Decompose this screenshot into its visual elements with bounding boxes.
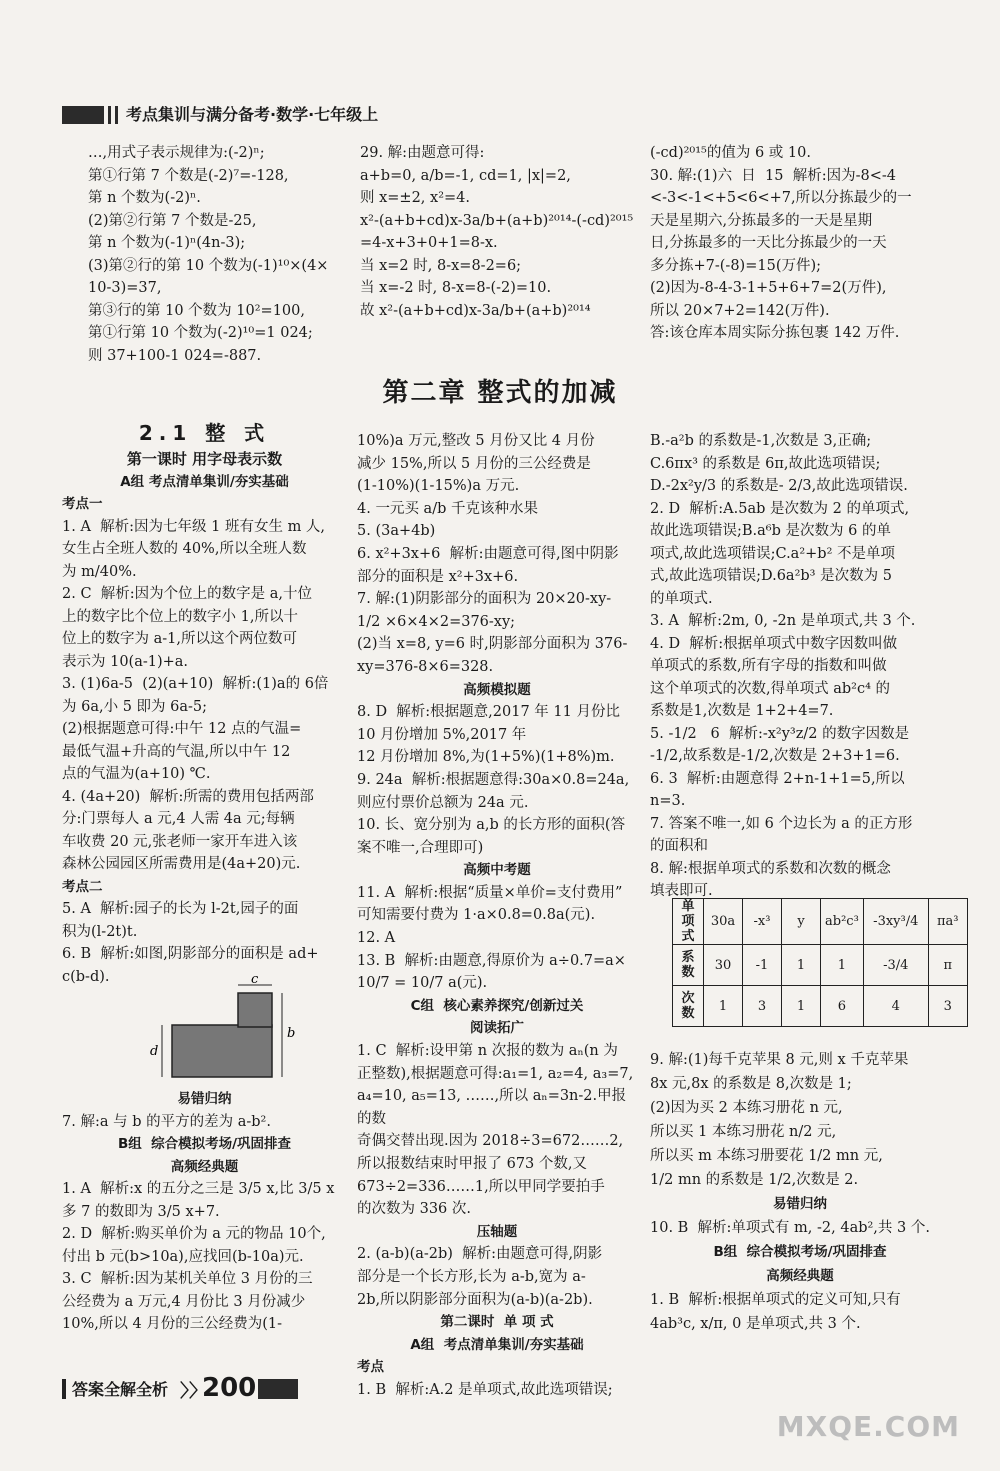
text-line: 压轴题 (476, 1223, 518, 1240)
text-line: 30. 解:(1)六 日 15 解析:因为-8<-4 (650, 167, 896, 184)
text-line: 部分的面积是 x²+3x+6. (357, 568, 519, 585)
text-line: 易错归纳 (773, 1196, 827, 1212)
text-line: 所以 20×7+2=142(万件). (650, 302, 830, 319)
text-line: =4-x+3+0+1=8-x. (360, 235, 498, 251)
text-line: 当 x=-2 时, 8-x=8-(-2)=10. (360, 280, 552, 296)
text-line: C组 核心素养探究/创新过关 (410, 997, 584, 1014)
table-cell: 3 (928, 986, 967, 1027)
text-line: n=3. (650, 793, 686, 809)
left-answers-b (62, 1088, 347, 1336)
text-line: 式,故此选项错误;D.6a²b³ 是次数为 5 (650, 568, 892, 584)
text-line: 则应付票价总额为 24a 元. (357, 794, 529, 811)
text-line: B组 综合模拟考场/巩固排查 (117, 1136, 292, 1152)
table-cell: ab²c³ (821, 899, 864, 945)
text-line: 系数是1,次数是 1+2+4=7. (650, 703, 834, 719)
text-line: 第①行第 7 个数是(-2)⁷=-128, (88, 167, 289, 184)
text-line: 第③行的第 10 个数为 10²=100, (88, 302, 305, 319)
text-line: 1. A 解析:因为七年级 1 班有女生 m 人, (62, 518, 326, 535)
text-line: 高频模拟题 (463, 681, 531, 698)
text-line: 表示为 10(a-1)+a. (62, 653, 189, 670)
text-line: (2)根据题意可得:中午 12 点的气温= (62, 721, 302, 737)
text-line: 位上的数字为 a-1,所以这个两位数可 (62, 631, 297, 647)
text-line: 的次数为 336 次. (357, 1201, 472, 1218)
table-cell: 1 (782, 986, 821, 1027)
text-line: 10. B 解析:单项式有 m, -2, 4ab²,共 3 个. (650, 1220, 930, 1236)
text-line: xy=376-8×6=328. (357, 658, 494, 675)
text-line: 高频中考题 (463, 862, 531, 879)
text-line: (2)第②行第 7 个数是-25, (88, 212, 257, 229)
text-line: a₄=10, a₅=13, ……,所以 aₙ=3n-2.甲报的数 (357, 1088, 627, 1127)
text-line: 9. 24a 解析:根据题意得:30a×0.8=24a, (357, 771, 630, 788)
text-line: 1/2 mn 的系数是 1/2,次数是 2. (650, 1172, 859, 1188)
text-line: 673÷2=336……1,所以甲同学要拍手 (357, 1178, 605, 1195)
table-cell: -3xy³/4 (863, 899, 928, 945)
table-cell: 4 (863, 986, 928, 1027)
text-line: <-3<-1<+5<6<+7,所以分拣最少的一 (650, 190, 912, 206)
text-line: 3. A 解析:2m, 0, -2n 是单项式,共 3 个. (650, 613, 916, 629)
header-title: 考点集训与满分备考·数学·七年级上 (126, 105, 379, 124)
watermark: MXQE.COM (776, 1410, 960, 1443)
text-line: 第二课时 单 项 式 (440, 1314, 554, 1331)
table-cell: 1 (782, 945, 821, 986)
table-cell: -1 (743, 945, 782, 986)
text-line: 10. 长、宽分别为 a,b 的长方形的面积(答 (357, 817, 626, 834)
table-row-header: 系数 (673, 945, 704, 986)
text-line: 7. 答案不唯一,如 6 个边长为 a 的正方形 (650, 815, 913, 832)
text-line: 则 x=±2, x²=4. (360, 190, 471, 206)
text-line: 分:门票每人 a 元,4 人需 4a 元;每辆 (62, 811, 295, 827)
table-cell: 6 (821, 986, 864, 1027)
text-line: 3. (1)6a-5 (2)(a+10) 解析:(1)a的 6倍 (62, 676, 329, 692)
left-answers (62, 493, 347, 988)
text-line: 为 m/40%. (62, 563, 137, 580)
text-line: 第①行第 10 个数为(-2)¹⁰=1 024; (88, 325, 313, 341)
text-line: 2b,所以阴影部分面积为(a-b)(a-2b). (357, 1291, 593, 1308)
text-line: 1/2 ×6×4×2=376-xy; (357, 613, 516, 630)
section-title: 2.1 整 式 (138, 421, 271, 445)
table-cell: -x³ (743, 899, 782, 945)
top-column-1 (88, 142, 348, 367)
text-line: 考点 (357, 1359, 384, 1376)
text-line: 10%,所以 4 月份的三公经费为(1- (62, 1316, 283, 1332)
text-line: 12. A (357, 930, 396, 947)
text-line: 10/7 = 10/7 a(元). (357, 975, 488, 992)
text-line: 11. A 解析:根据“质量×单价=支付费用” (357, 884, 623, 901)
text-line: 付出 b 元(b>10a),应找回(b-10a)元. (62, 1248, 304, 1265)
text-line: 10 月份增加 5%,2017 年 (357, 726, 527, 743)
text-line: 故 x²-(a+b+cd)x-3a/b+(a+b)²⁰¹⁴ (360, 302, 591, 319)
text-line: 填表即可. (650, 883, 713, 899)
chapter-title: 第二章 整式的加减 (382, 378, 618, 408)
text-line: 第 n 个数为(-2)ⁿ. (88, 190, 201, 206)
header-block (62, 106, 104, 124)
footer-bar (62, 1379, 66, 1399)
text-line: 10-3)=37, (88, 280, 162, 296)
text-line: 公经费为 a 万元,4 月份比 3 月份减少 (62, 1293, 306, 1310)
text-line: -1/2,故系数是-1/2,次数是 2+3+1=6. (650, 748, 900, 764)
text-line: 6. B 解析:如图,阴影部分的面积是 ad+ (62, 946, 319, 962)
text-line: 天是星期六,分拣最多的一天是星期 (650, 212, 873, 229)
text-line: 森林公园园区所需费用是(4a+20)元. (62, 856, 301, 872)
text-line: 案不唯一,合理即可) (357, 839, 484, 856)
figure-label-d: d (150, 1044, 159, 1059)
text-line: 8x 元,8x 的系数是 8,次数是 1; (650, 1076, 852, 1092)
text-line: 的面积和 (650, 838, 708, 854)
text-line: 12 月份增加 8%,为(1+5%)(1+8%)m. (357, 749, 615, 766)
coefficient-table (672, 898, 968, 1027)
text-line: 可知需要付费为 1·a×0.8=0.8a(元). (357, 907, 596, 924)
text-line: 6. 3 解析:由题意得 2+n-1+1=5,所以 (650, 770, 905, 787)
text-line: B组 综合模拟考场/巩固排查 (713, 1244, 887, 1260)
table-cell: 3 (743, 986, 782, 1027)
text-line: 1. C 解析:设甲第 n 次报的数为 aₙ(n 为 (357, 1043, 618, 1060)
text-line: 所以报数结束时甲报了 673 个数,又 (357, 1156, 588, 1172)
table-cell: 1 (704, 986, 743, 1027)
footer-label: 答案全解全析 (72, 1380, 169, 1399)
text-line: 第 n 个数为(-1)ⁿ(4n-3); (88, 235, 246, 251)
text-line: 积为(l-2t)t. (62, 923, 138, 940)
text-line: 7. 解:(1)阴影部分的面积为 20×20-xy- (357, 591, 612, 608)
figure-label-c: c (251, 975, 259, 987)
text-line: 单项式的系数,所有字母的指数和叫做 (650, 658, 887, 674)
text-line: 考点一 (62, 496, 103, 512)
text-line: D.-2x²y/3 的系数是- 2/3,故此选项错误. (650, 478, 908, 494)
text-line: 8. 解:根据单项式的系数和次数的概念 (650, 860, 891, 877)
text-line: 奇偶交替出现.因为 2018÷3=672……2, (357, 1133, 624, 1150)
text-line: 9. 解:(1)每千克苹果 8 元,则 x 千克苹果 (650, 1052, 909, 1068)
text-line: B.-a²b 的系数是-1,次数是 3,正确; (650, 433, 872, 449)
text-line: 点的气温为(a+10) ℃. (62, 766, 211, 782)
text-line: 4. D 解析:根据单项式中数字因数叫做 (650, 635, 898, 652)
text-line: (1-10%)(1-15%)a 万元. (357, 478, 520, 495)
text-line: 2. C 解析:因为个位上的数字是 a,十位 (62, 586, 313, 602)
text-line: 的单项式. (650, 590, 713, 607)
text-line: 答:该仓库本周实际分拣包裹 142 万件. (650, 325, 900, 341)
text-line: 项式,故此选项错误;C.a²+b² 不是单项 (650, 545, 895, 562)
page-number: 200 (202, 1373, 257, 1403)
text-line: (2)当 x=8, y=6 时,阴影部分面积为 376- (357, 636, 628, 653)
top-column-2 (360, 142, 635, 322)
text-line: 高频经典题 (170, 1158, 239, 1175)
shaded-figure (150, 975, 300, 1085)
text-line: 最低气温+升高的气温,所以中午 12 (62, 743, 291, 760)
text-line: 5. (3a+4b) (357, 523, 436, 540)
text-line: 1. A 解析:x 的五分之三是 3/5 x,比 3/5 x (62, 1181, 335, 1197)
page-header (62, 104, 942, 126)
text-line: 所以买 1 本练习册花 n/2 元, (650, 1124, 837, 1140)
text-line: 日,分拣最多的一天比分拣最少的一天 (650, 235, 887, 251)
footer-arrow: 〉〉 (180, 1381, 207, 1402)
text-line: (2)因为买 2 本练习册花 n 元, (650, 1100, 843, 1116)
text-line: 所以买 m 本练习册要花 1/2 mn 元, (650, 1148, 883, 1164)
text-line: 正整数),根据题意可得:a₁=1, a₂=4, a₃=7, (357, 1065, 634, 1082)
text-line: 阅读拓广 (470, 1020, 524, 1037)
figure-label-b: b (287, 1026, 296, 1041)
text-line: 5. A 解析:园子的长为 l-2t,园子的面 (62, 901, 299, 917)
table-cell: y (782, 899, 821, 945)
right-column-b (650, 1048, 950, 1336)
table-row (673, 986, 968, 1027)
table-row (673, 899, 968, 945)
text-line: 为 6a,小 5 即为 6a-5; (62, 698, 208, 715)
text-line: 考点二 (62, 878, 103, 895)
text-line: 2. D 解析:A.5ab 是次数为 2 的单项式, (650, 500, 910, 517)
text-line: A组 考点清单集训/夯实基础 (410, 1336, 584, 1353)
text-line: 易错归纳 (177, 1091, 232, 1107)
text-line: 这个单项式的次数,得单项式 ab²c⁴ 的 (650, 680, 890, 697)
header-bars (108, 106, 118, 124)
text-line: 1. B 解析:根据单项式的定义可知,只有 (650, 1292, 901, 1308)
text-line: 7. 解:a 与 b 的平方的差为 a-b². (62, 1113, 271, 1130)
table-cell: πa³ (928, 899, 967, 945)
middle-column (357, 430, 637, 1402)
left-column (62, 418, 347, 988)
text-line: 10%)a 万元,整改 5 月份又比 4 月份 (357, 433, 595, 449)
text-line: 3. C 解析:因为某机关单位 3 月份的三 (62, 1271, 313, 1287)
table-cell: 1 (821, 945, 864, 986)
text-line: 上的数字比个位上的数字小 1,所以十 (62, 608, 298, 625)
lesson-title: 第一课时 用字母表示数 (126, 450, 283, 468)
text-line: 多 7 的数即为 3/5 x+7. (62, 1203, 220, 1220)
text-line: (2)因为-8-4-3-1+5+6+7=2(万件), (650, 280, 887, 296)
text-line: 13. B 解析:由题意,得原价为 a÷0.7=a× (357, 952, 626, 969)
text-line: 当 x=2 时, 8-x=8-2=6; (360, 257, 522, 274)
text-line: (3)第②行的第 10 个数为(-1)¹⁰×(4× (88, 257, 329, 274)
text-line: a+b=0, a/b=-1, cd=1, |x|=2, (360, 167, 571, 184)
text-line: C.6πx³ 的系数是 6π,故此选项错误; (650, 455, 881, 472)
text-line: 29. 解:由题意可得: (360, 145, 485, 161)
text-line: (-cd)²⁰¹⁵的值为 6 或 10. (650, 145, 811, 161)
table-row (673, 945, 968, 986)
text-line: 部分是一个长方形,长为 a-b,宽为 a- (357, 1268, 586, 1285)
text-line: 8. D 解析:根据题意,2017 年 11 月份比 (357, 704, 620, 721)
top-column-3 (650, 142, 950, 345)
table-row-header: 单项式 (673, 899, 704, 945)
table-row-header: 次数 (673, 986, 704, 1027)
text-line: 车收费 20 元,张老师一家开车进入该 (62, 833, 298, 850)
text-line: 女生占全班人数的 40%,所以全班人数 (62, 541, 307, 557)
text-line: 多分拣+7-(-8)=15(万件); (650, 257, 822, 274)
text-line: 减少 15%,所以 5 月份的三公经费是 (357, 455, 591, 472)
text-line: …,用式子表示规律为:(-2)ⁿ; (88, 145, 265, 161)
text-line: 1. B 解析:A.2 是单项式,故此选项错误; (357, 1381, 613, 1398)
text-line: 4ab³c, x/π, 0 是单项式,共 3 个. (650, 1316, 861, 1332)
text-line: 4. 一元买 a/b 千克该种水果 (357, 500, 538, 517)
text-line: 5. -1/2 6 解析:-x²y³z/2 的数字因数是 (650, 725, 910, 742)
text-line: 高频经典题 (766, 1268, 834, 1284)
text-line: 则 37+100-1 024=-887. (88, 347, 262, 364)
text-line: 6. x²+3x+6 解析:由题意可得,图中阴影 (357, 545, 619, 562)
right-column (650, 430, 950, 903)
group-a-title: A组 考点清单集训/夯实基础 (120, 473, 289, 490)
text-line: x²-(a+b+cd)x-3a/b+(a+b)²⁰¹⁴-(-cd)²⁰¹⁵ (360, 212, 634, 229)
table-cell: -3/4 (863, 945, 928, 986)
table-cell: π (928, 945, 967, 986)
text-line: c(b-d). (62, 968, 110, 985)
table-cell: 30 (704, 945, 743, 986)
table-cell: 30a (704, 899, 743, 945)
footer-block (258, 1379, 298, 1399)
text-line: 4. (4a+20) 解析:所需的费用包括两部 (62, 788, 314, 805)
text-line: 故此选项错误;B.a⁶b 是次数为 6 的单 (650, 523, 891, 539)
text-line: 2. (a-b)(a-2b) 解析:由题意可得,阴影 (357, 1246, 603, 1263)
text-line: 2. D 解析:购买单价为 a 元的物品 10个, (62, 1226, 326, 1242)
